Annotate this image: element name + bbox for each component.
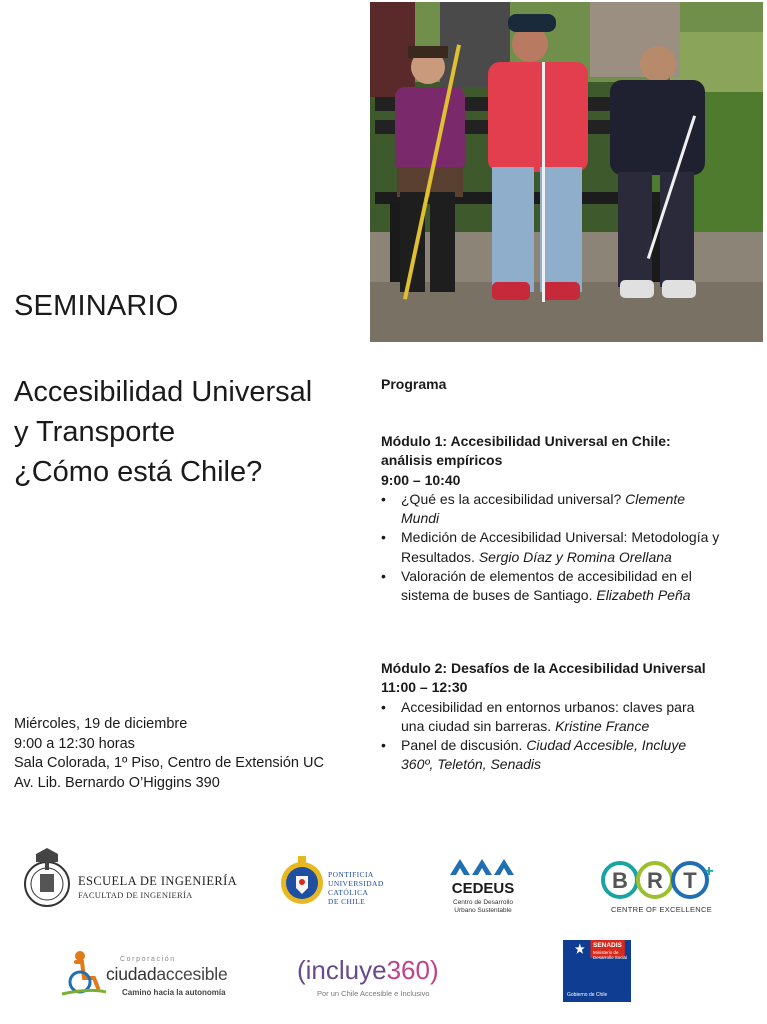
logo-ciudad-accesible	[60, 948, 235, 1003]
cedeus-houses-icon	[448, 855, 518, 879]
logo-puc	[280, 852, 400, 916]
ciudad-accesible-corp: Corporación	[120, 956, 176, 963]
senadis-ministry-line: Ministerio de	[593, 950, 619, 955]
program-module-2	[381, 659, 721, 775]
event-info	[14, 715, 324, 793]
module-item	[381, 528, 721, 567]
incluye-name-part: 360)	[386, 955, 439, 985]
puc-name-line: UNIVERSIDAD	[328, 879, 384, 888]
logo-cedeus	[448, 855, 528, 925]
item-topic: ¿Qué es la accesibilidad universal?	[401, 490, 622, 507]
logo-incluye360	[297, 955, 467, 1003]
module-time: 9:00 – 10:40	[381, 471, 461, 488]
module-time: 11:00 – 12:30	[381, 679, 468, 696]
logo-brt	[600, 858, 715, 918]
module-title: Módulo 1: Accesibilidad Universal en Chile: análisis empíricos	[381, 433, 671, 469]
module-title: Módulo 2: Desafíos de la Accesibilidad Universal	[381, 660, 706, 676]
puc-shield-icon	[280, 852, 324, 914]
module-item	[381, 567, 721, 606]
module-item	[381, 490, 721, 529]
wheelchair-user-icon	[60, 948, 106, 998]
title-line: Accesibilidad Universal	[14, 376, 313, 408]
module-item	[381, 736, 721, 775]
senadis-ministry	[593, 950, 627, 960]
puc-name-line: PONTIFICIA	[328, 870, 374, 879]
puc-name-line: CATÓLICA	[328, 888, 369, 897]
program-module-1	[381, 432, 721, 606]
photo-illustration	[370, 2, 763, 342]
cedeus-subtitle-line: Centro de Desarrollo	[453, 899, 513, 906]
university-seal-icon	[22, 846, 72, 916]
module-item-list	[381, 490, 721, 606]
cedeus-name: CEDEUS	[451, 880, 515, 897]
puc-name	[328, 870, 384, 906]
item-speaker: Sergio Díaz y Romina Orellana	[478, 548, 672, 565]
ingenieria-line1: ESCUELA DE INGENIERÍA	[78, 874, 238, 888]
brt-letter: T	[683, 868, 697, 893]
puc-name-line: DE CHILE	[328, 897, 366, 906]
ingenieria-line2: FACULTAD DE INGENIERÍA	[78, 890, 193, 900]
program-heading: Programa	[381, 376, 447, 392]
title-line: ¿Cómo está Chile?	[14, 456, 263, 488]
item-speaker: Elizabeth Peña	[596, 587, 691, 604]
senadis-name: SENADIS	[593, 942, 622, 949]
title-line: y Transporte	[14, 416, 176, 448]
module-item-list	[381, 698, 721, 775]
module-item	[381, 698, 721, 737]
item-topic: Panel de discusión.	[401, 737, 523, 754]
ca-name-part: accesible	[156, 964, 228, 984]
incluye-name-part: (incluye	[297, 955, 387, 985]
event-venue: Sala Colorada, 1º Piso, Centro de Extensión UC	[14, 755, 324, 771]
item-topic: Accesibilidad en entornos urbanos: claves para una ciudad sin barreras.	[401, 698, 695, 734]
ciudad-accesible-name	[106, 964, 228, 985]
event-date: Miércoles, 19 de diciembre	[14, 716, 188, 732]
cedeus-subtitle-line: Urbano Sustentable	[454, 907, 512, 914]
item-speaker: Ciudad Accesible, Incluye 360º, Teletón, Senadis	[401, 737, 687, 773]
item-speaker: Kristine France	[555, 717, 650, 734]
brt-letter: B	[612, 868, 628, 893]
brt-letters-icon	[600, 858, 715, 902]
brt-letter: +	[704, 863, 714, 880]
incluye360-subtitle: Por un Chile Accesible e Inclusivo	[317, 989, 430, 998]
event-address: Av. Lib. Bernardo O’Higgins 390	[14, 774, 220, 791]
seminar-photo	[370, 2, 763, 342]
brt-letter: R	[647, 868, 663, 893]
ca-name-part: ciudad	[106, 964, 157, 984]
seminar-title	[14, 372, 312, 492]
senadis-gov: Gobierno de Chile	[567, 992, 608, 998]
ciudad-accesible-slogan: Camino hacia la autonomía	[122, 988, 226, 997]
senadis-ministry-line: Desarrollo Social	[593, 955, 628, 960]
item-topic: Valoración de elementos de accesibilidad en el sistema de buses de Santiago.	[401, 568, 692, 604]
brt-subtitle: CENTRE OF EXCELLENCE	[611, 905, 713, 914]
seminar-kicker: SEMINARIO	[14, 290, 179, 322]
item-topic: Medición de Accesibilidad Universal: Metodología y Resultados.	[401, 529, 720, 565]
cedeus-subtitle	[448, 899, 518, 915]
incluye360-name	[297, 955, 439, 986]
logo-senadis	[563, 940, 631, 1002]
event-time: 9:00 a 12:30 horas	[14, 735, 135, 752]
logo-escuela-ingenieria	[22, 846, 238, 918]
item-speaker: Clemente Mundi	[401, 490, 686, 527]
